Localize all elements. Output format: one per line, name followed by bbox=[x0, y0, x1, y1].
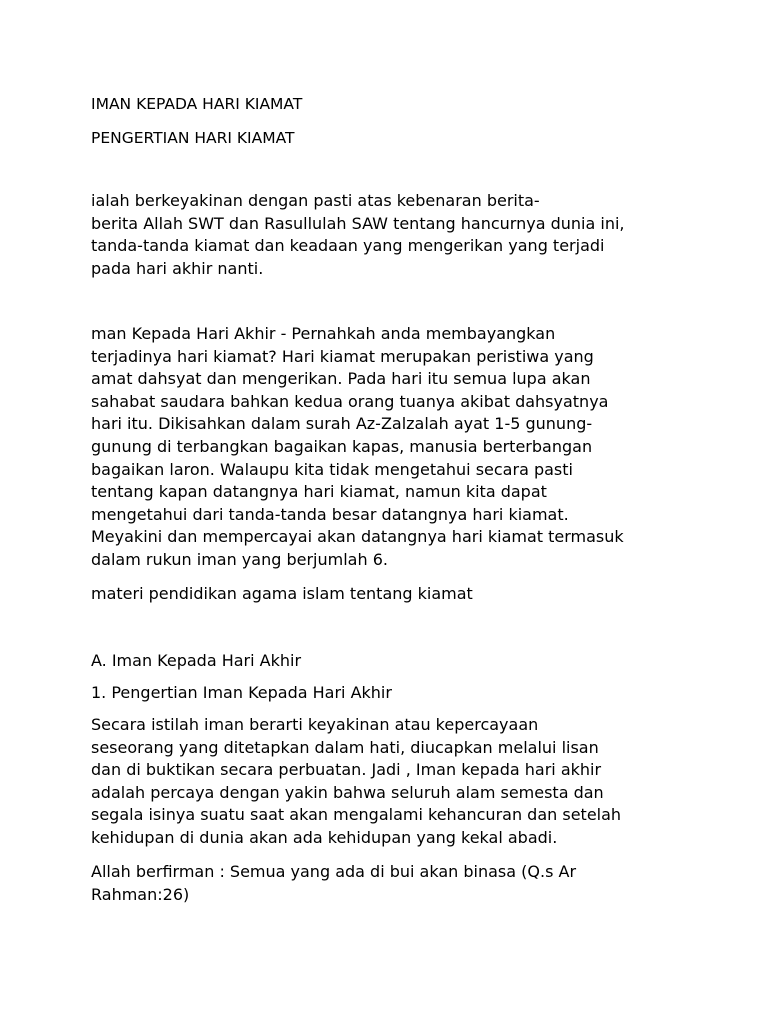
paragraph-quote: Allah berfirman : Semua yang ada di bui akan binasa (Q.s Ar Rahman:26) bbox=[91, 862, 577, 904]
section-subtitle: PENGERTIAN HARI KIAMAT bbox=[91, 129, 295, 147]
paragraph-materi: materi pendidikan agama islam tentang kiamat bbox=[91, 584, 473, 603]
paragraph-introduction: man Kepada Hari Akhir - Pernahkah anda membayangkan terjadinya hari kiamat? Hari kiamat merupakan peristiwa yang amat dahsyat dan mengerikan. Pada hari itu semua lupa akan sahabat saudara bahkan kedua orang tuanya akibat dahsyatnya hari itu. Dikisahkan dalam surah Az-Zalzalah ayat 1-5 gunung- gunung di terbangkan bagaikan kapas, manusia berterbangan bagaikan laron. Walaupu kita tidak mengetahui secara pasti tentang kapan datangnya hari kiamat, namun kita dapat mengetahui dari tanda-tanda besar datangnya hari kiamat. Meyakini dan mempercayai akan datangnya hari kiamat termasuk dalam rukun iman yang berjumlah 6. bbox=[91, 324, 624, 569]
section-heading-1: 1. Pengertian Iman Kepada Hari Akhir bbox=[91, 683, 392, 702]
paragraph-istilah: Secara istilah iman berarti keyakinan atau kepercayaan seseorang yang ditetapkan dalam hati, diucapkan melalui lisan dan di buktikan secara perbuatan. Jadi , Iman kepada hari akhir adalah percaya dengan yakin bahwa seluruh alam semesta dan segala isinya suatu saat akan mengalami kehancuran dan setelah kehidupan di dunia akan ada kehidupan yang kekal abadi. bbox=[91, 715, 622, 847]
document-title: IMAN KEPADA HARI KIAMAT bbox=[91, 95, 303, 113]
section-heading-a: A. Iman Kepada Hari Akhir bbox=[91, 651, 302, 670]
paragraph-definition: ialah berkeyakinan dengan pasti atas kebenaran berita- berita Allah SWT dan Rasullulah SAW tentang hancurnya dunia ini, tanda-tanda kiamat dan keadaan yang mengerikan yang terjadi pada hari akhir nanti. bbox=[91, 191, 625, 278]
